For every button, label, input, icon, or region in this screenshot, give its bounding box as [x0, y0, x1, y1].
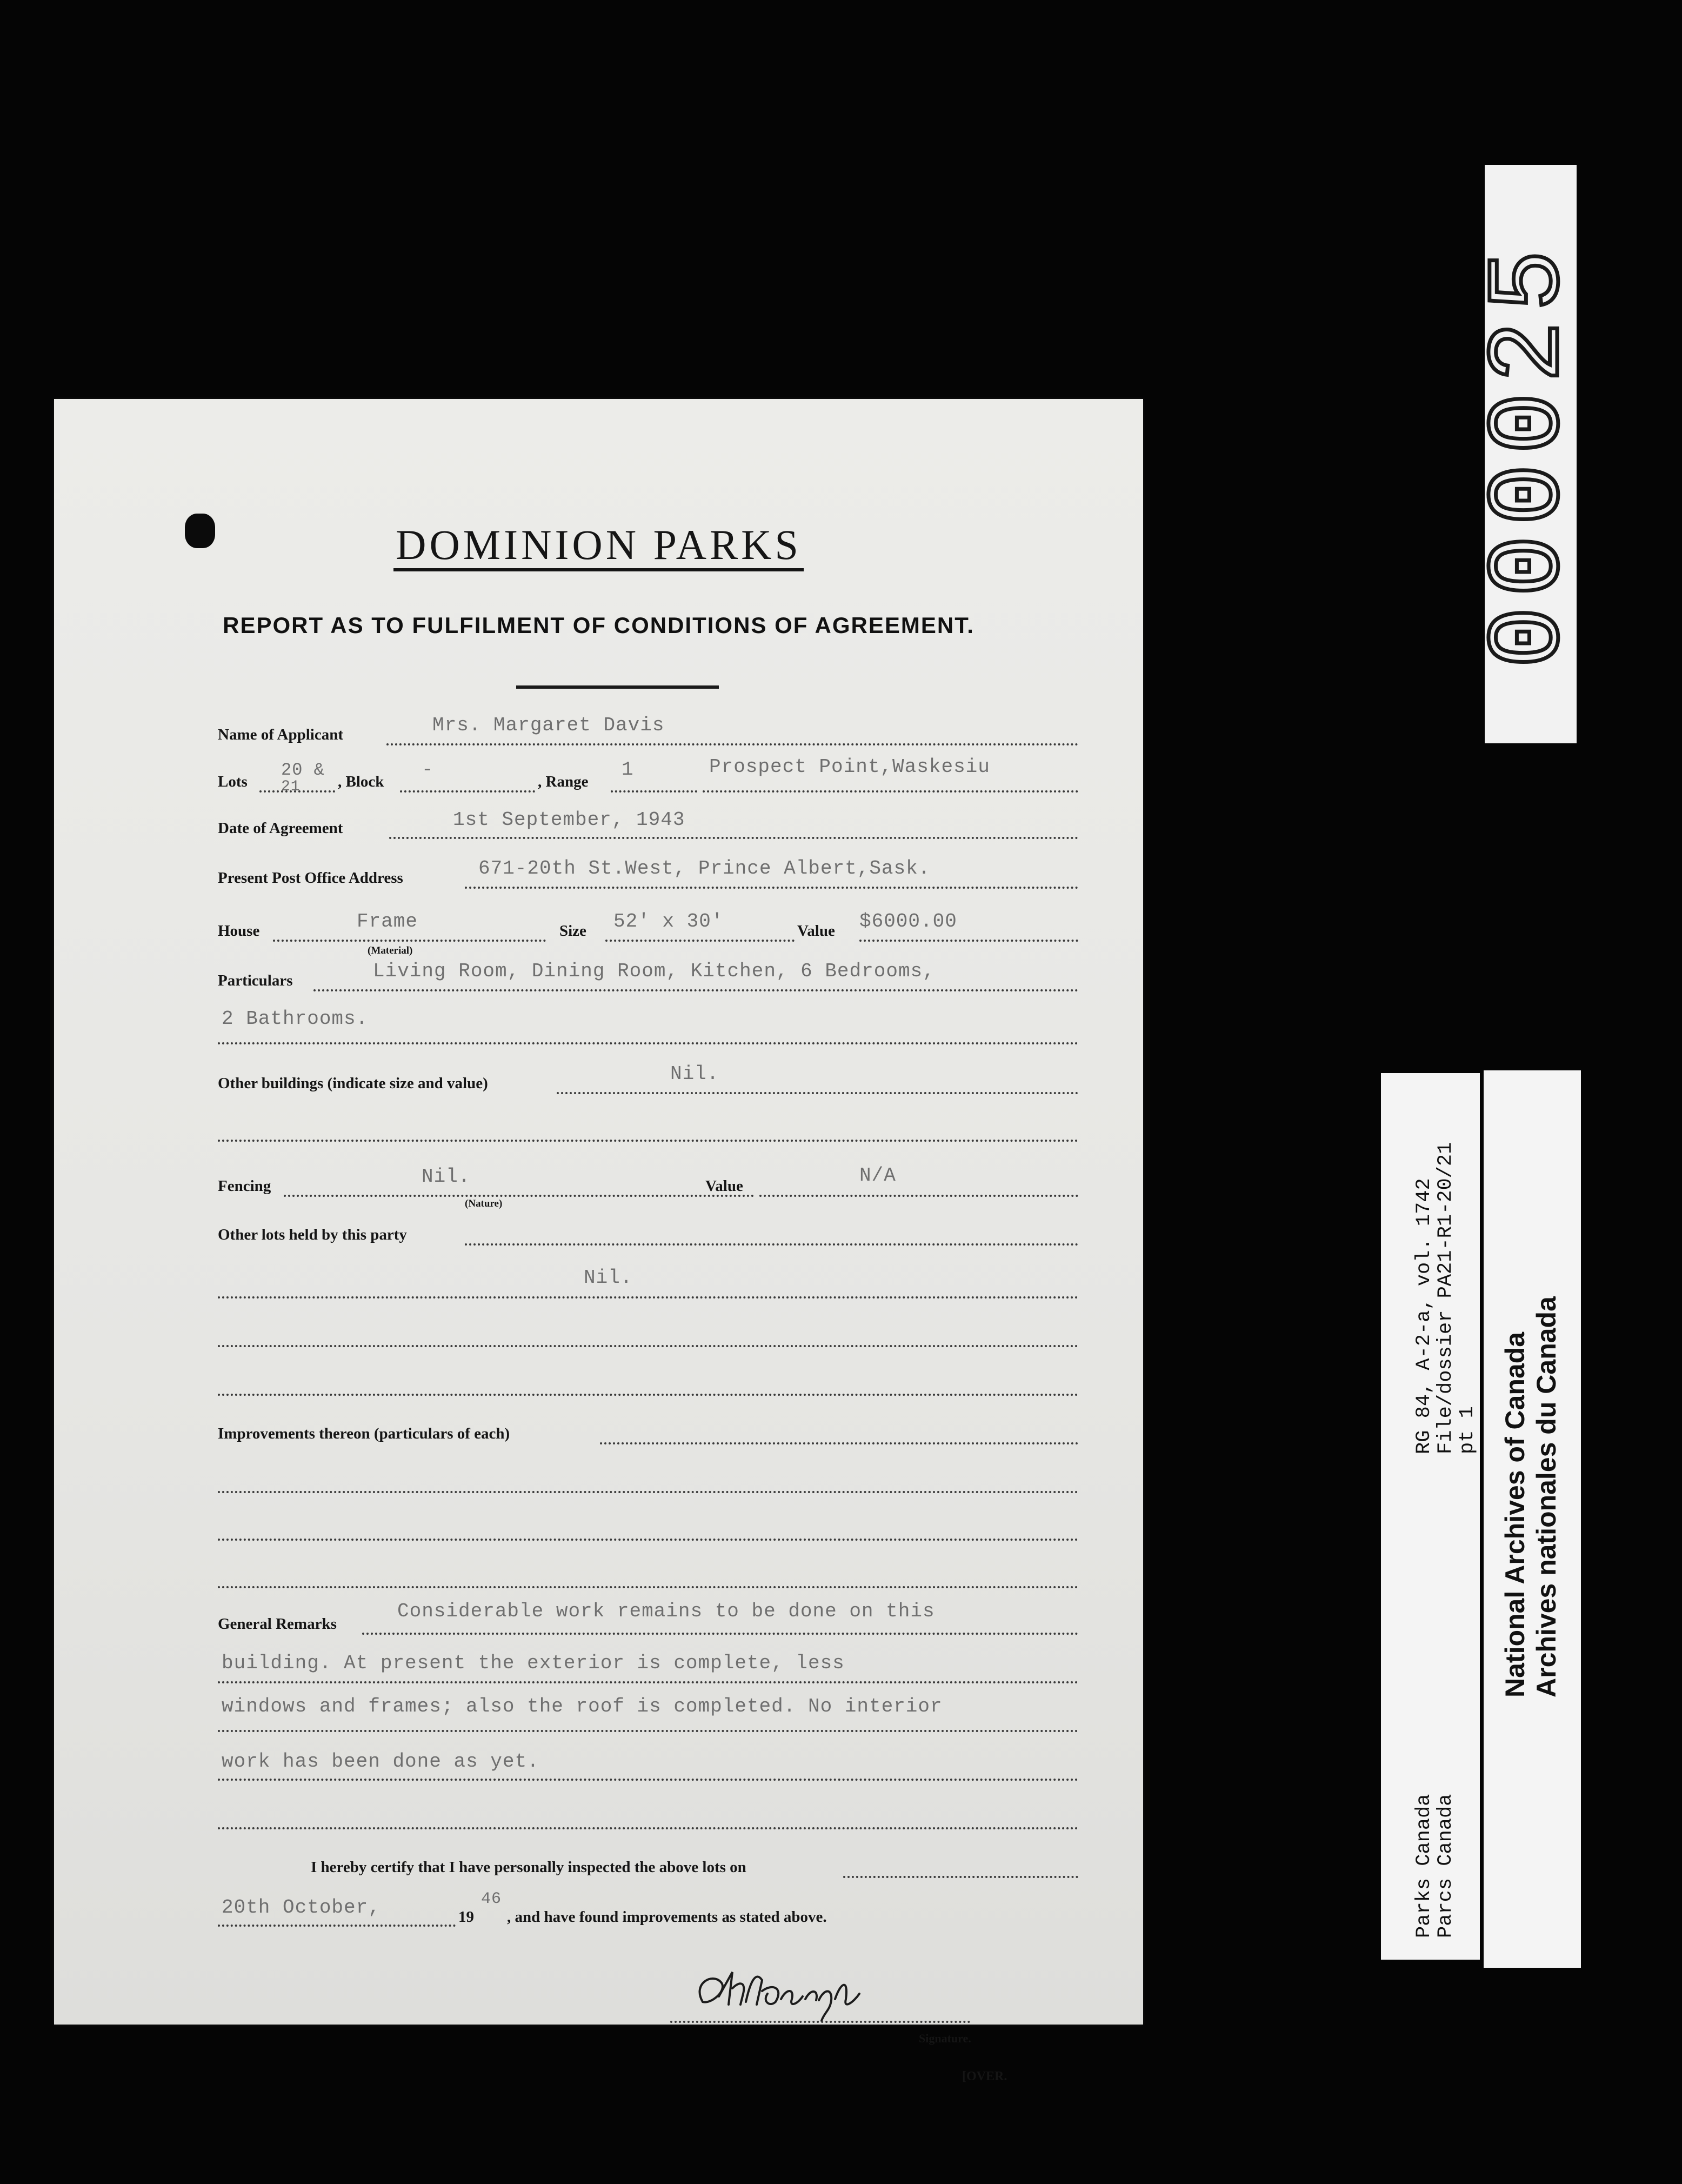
reference-line-2: File/dossier PA21-R1-20/21 [1434, 1142, 1457, 1454]
date-agreement-label: Date of Agreement [218, 820, 343, 837]
improvements-line-2 [218, 1491, 1078, 1493]
other-lots-label: Other lots held by this party [218, 1226, 407, 1243]
lots-second-value: 21 [281, 778, 301, 795]
size-label: Size [559, 922, 586, 940]
fencing-value-amount: N/A [859, 1164, 896, 1187]
fencing-value-label: Value [705, 1177, 743, 1195]
applicant-line [386, 743, 1078, 745]
date-agreement-line [389, 837, 1078, 839]
block-value: - [422, 758, 434, 781]
improvements-line [600, 1442, 1078, 1444]
reference-line-1: RG 84, A-2-a, vol. 1742 [1413, 1178, 1436, 1454]
signature-line [670, 2021, 970, 2023]
other-lots-line [465, 1243, 1078, 1246]
form-subtitle: REPORT AS TO FULFILMENT OF CONDITIONS OF AGREEMENT. [223, 612, 975, 638]
remarks-value-3: windows and frames; also the roof is completed. No interior [222, 1695, 943, 1717]
form-paper [54, 399, 1143, 2083]
house-value: Frame [357, 910, 418, 933]
size-value: 52' x 30' [613, 910, 724, 933]
reference-line-3: pt 1 [1456, 1406, 1479, 1454]
particulars-label: Particulars [218, 972, 293, 989]
fencing-label: Fencing [218, 1177, 271, 1195]
fencing-value-line [759, 1195, 1078, 1197]
applicant-label: Name of Applicant [218, 726, 343, 743]
block-label: , Block [338, 773, 384, 790]
size-line [605, 940, 795, 942]
address-line [465, 887, 1078, 889]
divider [516, 685, 719, 689]
address-label: Present Post Office Address [218, 869, 403, 887]
remarks-value-2: building. At present the exterior is complete, less [222, 1652, 845, 1674]
remarks-line-3 [218, 1730, 1078, 1732]
location-line [703, 790, 1078, 793]
remarks-label: General Remarks [218, 1615, 337, 1633]
inspection-date-value: 20th October, [222, 1896, 381, 1919]
other-lots-line-4 [218, 1394, 1078, 1396]
other-lots-line-2 [218, 1296, 1078, 1299]
other-buildings-line [557, 1092, 1078, 1094]
remarks-value-1: Considerable work remains to be done on this [397, 1600, 935, 1622]
improvements-label: Improvements thereon (particulars of each) [218, 1425, 510, 1442]
handwritten-signature [681, 1950, 886, 2032]
particulars-line-1 [313, 989, 1078, 991]
fencing-line [284, 1195, 754, 1197]
certify-text: I hereby certify that I have personally inspected the above lots on [311, 1859, 746, 1876]
remarks-line-4 [218, 1779, 1078, 1781]
remarks-line-2 [218, 1681, 1078, 1683]
reference-tag [1381, 1073, 1480, 1960]
remarks-value-4: work has been done as yet. [222, 1750, 539, 1773]
national-archives-tag [1484, 1070, 1581, 1968]
address-value: 671-20th St.West, Prince Albert,Sask. [478, 857, 931, 880]
block-line [400, 790, 535, 793]
parks-line-1: Parks Canada [1413, 1794, 1436, 1938]
applicant-value: Mrs. Margaret Davis [432, 714, 665, 736]
house-label: House [218, 922, 260, 940]
remarks-line-1 [362, 1633, 1078, 1635]
particulars-value-1: Living Room, Dining Room, Kitchen, 6 Bedrooms, [373, 960, 935, 982]
particulars-line-2 [218, 1042, 1078, 1044]
house-value-amount: $6000.00 [859, 910, 957, 933]
nac-line-1: National Archives of Canada [1500, 1331, 1530, 1697]
other-buildings-value: Nil. [670, 1063, 719, 1085]
remarks-line-5 [218, 1827, 1078, 1829]
other-buildings-line-2 [218, 1140, 1078, 1142]
signature-label: Signature. [919, 2032, 971, 2045]
improvements-line-3 [218, 1539, 1078, 1541]
year-value: 46 [481, 1890, 502, 1908]
other-lots-line-3 [218, 1345, 1078, 1347]
range-line [611, 790, 697, 793]
archive-number: 000025 [1472, 239, 1588, 669]
range-label: , Range [538, 773, 589, 790]
particulars-value-2: 2 Bathrooms. [222, 1008, 369, 1030]
value-line [859, 940, 1078, 942]
over-label: [OVER. [962, 2069, 1007, 2083]
nac-line-2: Archives nationales du Canada [1531, 1296, 1561, 1697]
lots-value: 20 & [281, 760, 325, 780]
parks-line-2: Parcs Canada [1434, 1794, 1457, 1938]
inspection-date-line [218, 1925, 456, 1927]
certify-line [843, 1876, 1078, 1878]
other-buildings-label: Other buildings (indicate size and value) [218, 1075, 488, 1092]
range-value: 1 [622, 758, 634, 781]
other-lots-value: Nil. [584, 1267, 633, 1289]
date-agreement-value: 1st September, 1943 [453, 809, 685, 831]
found-text: , and have found improvements as stated above. [507, 1908, 827, 1926]
archive-number-tag [1472, 165, 1588, 743]
fencing-value: Nil. [422, 1166, 471, 1188]
nature-label: (Nature) [465, 1198, 503, 1209]
improvements-line-4 [218, 1586, 1078, 1588]
value-label: Value [797, 922, 835, 940]
house-line [273, 940, 546, 942]
location-value: Prospect Point,Waskesiu [709, 756, 990, 778]
year-prefix: 19 [458, 1908, 474, 1926]
form-title: DOMINION PARKS [54, 521, 1143, 569]
material-label: (Material) [368, 945, 413, 956]
lots-label: Lots [218, 773, 248, 790]
